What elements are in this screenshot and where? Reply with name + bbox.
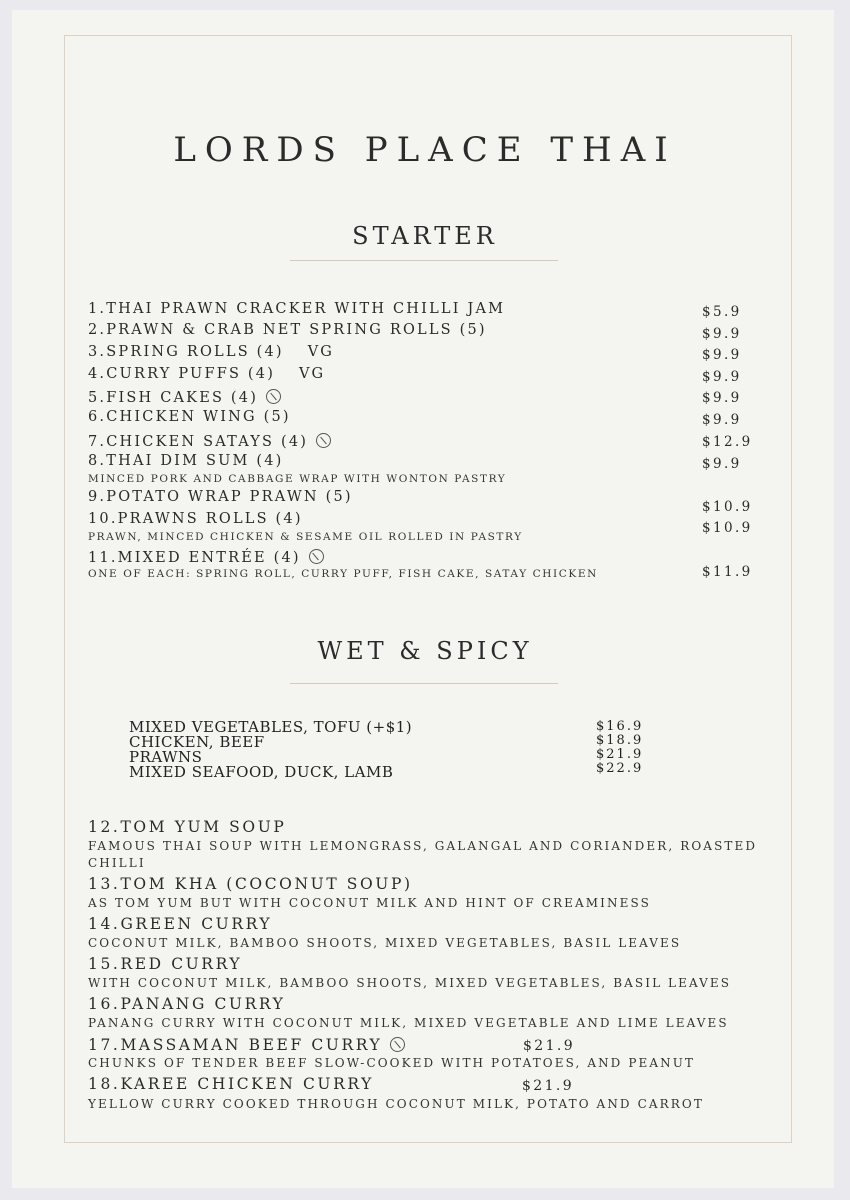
starter-item-11: 11.MIXED ENTRÉE (4) xyxy=(88,547,324,566)
protein-option-2: CHICKEN, BEEF xyxy=(129,733,265,751)
wet-spicy-divider xyxy=(290,683,558,684)
curry-price-18: $21.9 xyxy=(522,1078,575,1094)
curry-desc-14: COCONUT MILK, BAMBOO SHOOTS, MIXED VEGETABLES, BASIL LEAVES xyxy=(88,936,682,950)
protein-option-4: MIXED SEAFOOD, DUCK, LAMB xyxy=(129,763,394,781)
starter-divider xyxy=(290,260,558,261)
curry-item-16: 16.PANANG CURRY xyxy=(88,995,286,1013)
starter-price-2: $9.9 xyxy=(702,326,742,342)
protein-price-4: $22.9 xyxy=(596,761,644,776)
protein-price-1: $16.9 xyxy=(596,719,644,734)
starter-price-11: $11.9 xyxy=(702,564,753,580)
protein-price-2: $18.9 xyxy=(596,733,644,748)
starter-price-1: $5.9 xyxy=(702,304,742,320)
starter-item-6: 6.CHICKEN WING (5) xyxy=(88,409,291,425)
curry-item-12: 12.TOM YUM SOUP xyxy=(88,818,287,836)
protein-option-3: PRAWNS xyxy=(129,748,203,766)
starter-item-10: 10.PRAWNS ROLLS (4) xyxy=(88,511,303,527)
wet-spicy-heading: WET & SPICY xyxy=(317,637,533,665)
starter-item-1: 1.THAI PRAWN CRACKER WITH CHILLI JAM xyxy=(88,301,506,317)
curry-desc-15: WITH COCONUT MILK, BAMBOO SHOOTS, MIXED VEGETABLES, BASIL LEAVES xyxy=(88,976,732,990)
curry-desc-13: AS TOM YUM BUT WITH COCONUT MILK AND HINT OF CREAMINESS xyxy=(88,896,651,910)
starter-desc-8: MINCED PORK AND CABBAGE WRAP WITH WONTON PASTRY xyxy=(88,473,507,485)
curry-desc-12: FAMOUS THAI SOUP WITH LEMONGRASS, GALANGAL AND CORIANDER, ROASTED xyxy=(88,839,758,853)
curry-item-14: 14.GREEN CURRY xyxy=(88,915,273,933)
starter-price-8: $9.9 xyxy=(702,456,742,472)
gluten-free-icon xyxy=(309,549,324,564)
starter-item-4: 4.CURRY PUFFS (4) VG xyxy=(88,366,326,382)
starter-item-5: 5.FISH CAKES (4) xyxy=(88,387,281,406)
starter-price-7: $12.9 xyxy=(702,434,753,450)
curry-item-17: 17.MASSAMAN BEEF CURRY xyxy=(88,1035,405,1054)
starter-price-3: $9.9 xyxy=(702,347,742,363)
curry-item-15: 15.RED CURRY xyxy=(88,955,243,973)
starter-item-7: 7.CHICKEN SATAYS (4) xyxy=(88,431,331,450)
curry-price-17: $21.9 xyxy=(523,1038,576,1054)
protein-option-1: MIXED VEGETABLES, TOFU (+$1) xyxy=(129,718,413,736)
gluten-free-icon xyxy=(316,433,331,448)
curry-desc-18: YELLOW CURRY COOKED THROUGH COCONUT MILK, POTATO AND CARROT xyxy=(88,1097,704,1111)
starter-item-2: 2.PRAWN & CRAB NET SPRING ROLLS (5) xyxy=(88,322,487,338)
starter-item-3: 3.SPRING ROLLS (4) VG xyxy=(88,344,334,360)
curry-item-13: 13.TOM KHA (COCONUT SOUP) xyxy=(88,875,413,893)
starter-desc-11: ONE OF EACH: SPRING ROLL, CURRY PUFF, FISH CAKE, SATAY CHICKEN xyxy=(88,568,598,580)
restaurant-title: LORDS PLACE THAI xyxy=(173,130,677,170)
starter-price-6: $9.9 xyxy=(702,412,742,428)
starter-price-9: $10.9 xyxy=(702,499,753,515)
vegan-tag: VG xyxy=(299,366,326,382)
starter-price-4: $9.9 xyxy=(702,369,742,385)
curry-desc-16: PANANG CURRY WITH COCONUT MILK, MIXED VEGETABLE AND LIME LEAVES xyxy=(88,1016,729,1030)
protein-price-3: $21.9 xyxy=(596,747,644,762)
vegan-tag: VG xyxy=(307,344,334,360)
curry-desc-12-cont: CHILLI xyxy=(88,856,146,870)
curry-item-18: 18.KAREE CHICKEN CURRY xyxy=(88,1075,374,1093)
gluten-free-icon xyxy=(390,1037,405,1052)
starter-price-5: $9.9 xyxy=(702,390,742,406)
starter-item-8: 8.THAI DIM SUM (4) xyxy=(88,453,284,469)
curry-desc-17: CHUNKS OF TENDER BEEF SLOW-COOKED WITH POTATOES, AND PEANUT xyxy=(88,1056,696,1070)
gluten-free-icon xyxy=(266,389,281,404)
starter-item-9: 9.POTATO WRAP PRAWN (5) xyxy=(88,489,353,505)
starter-price-10: $10.9 xyxy=(702,520,753,536)
starter-desc-10: PRAWN, MINCED CHICKEN & SESAME OIL ROLLED IN PASTRY xyxy=(88,531,523,543)
starter-heading: STARTER xyxy=(352,222,498,250)
